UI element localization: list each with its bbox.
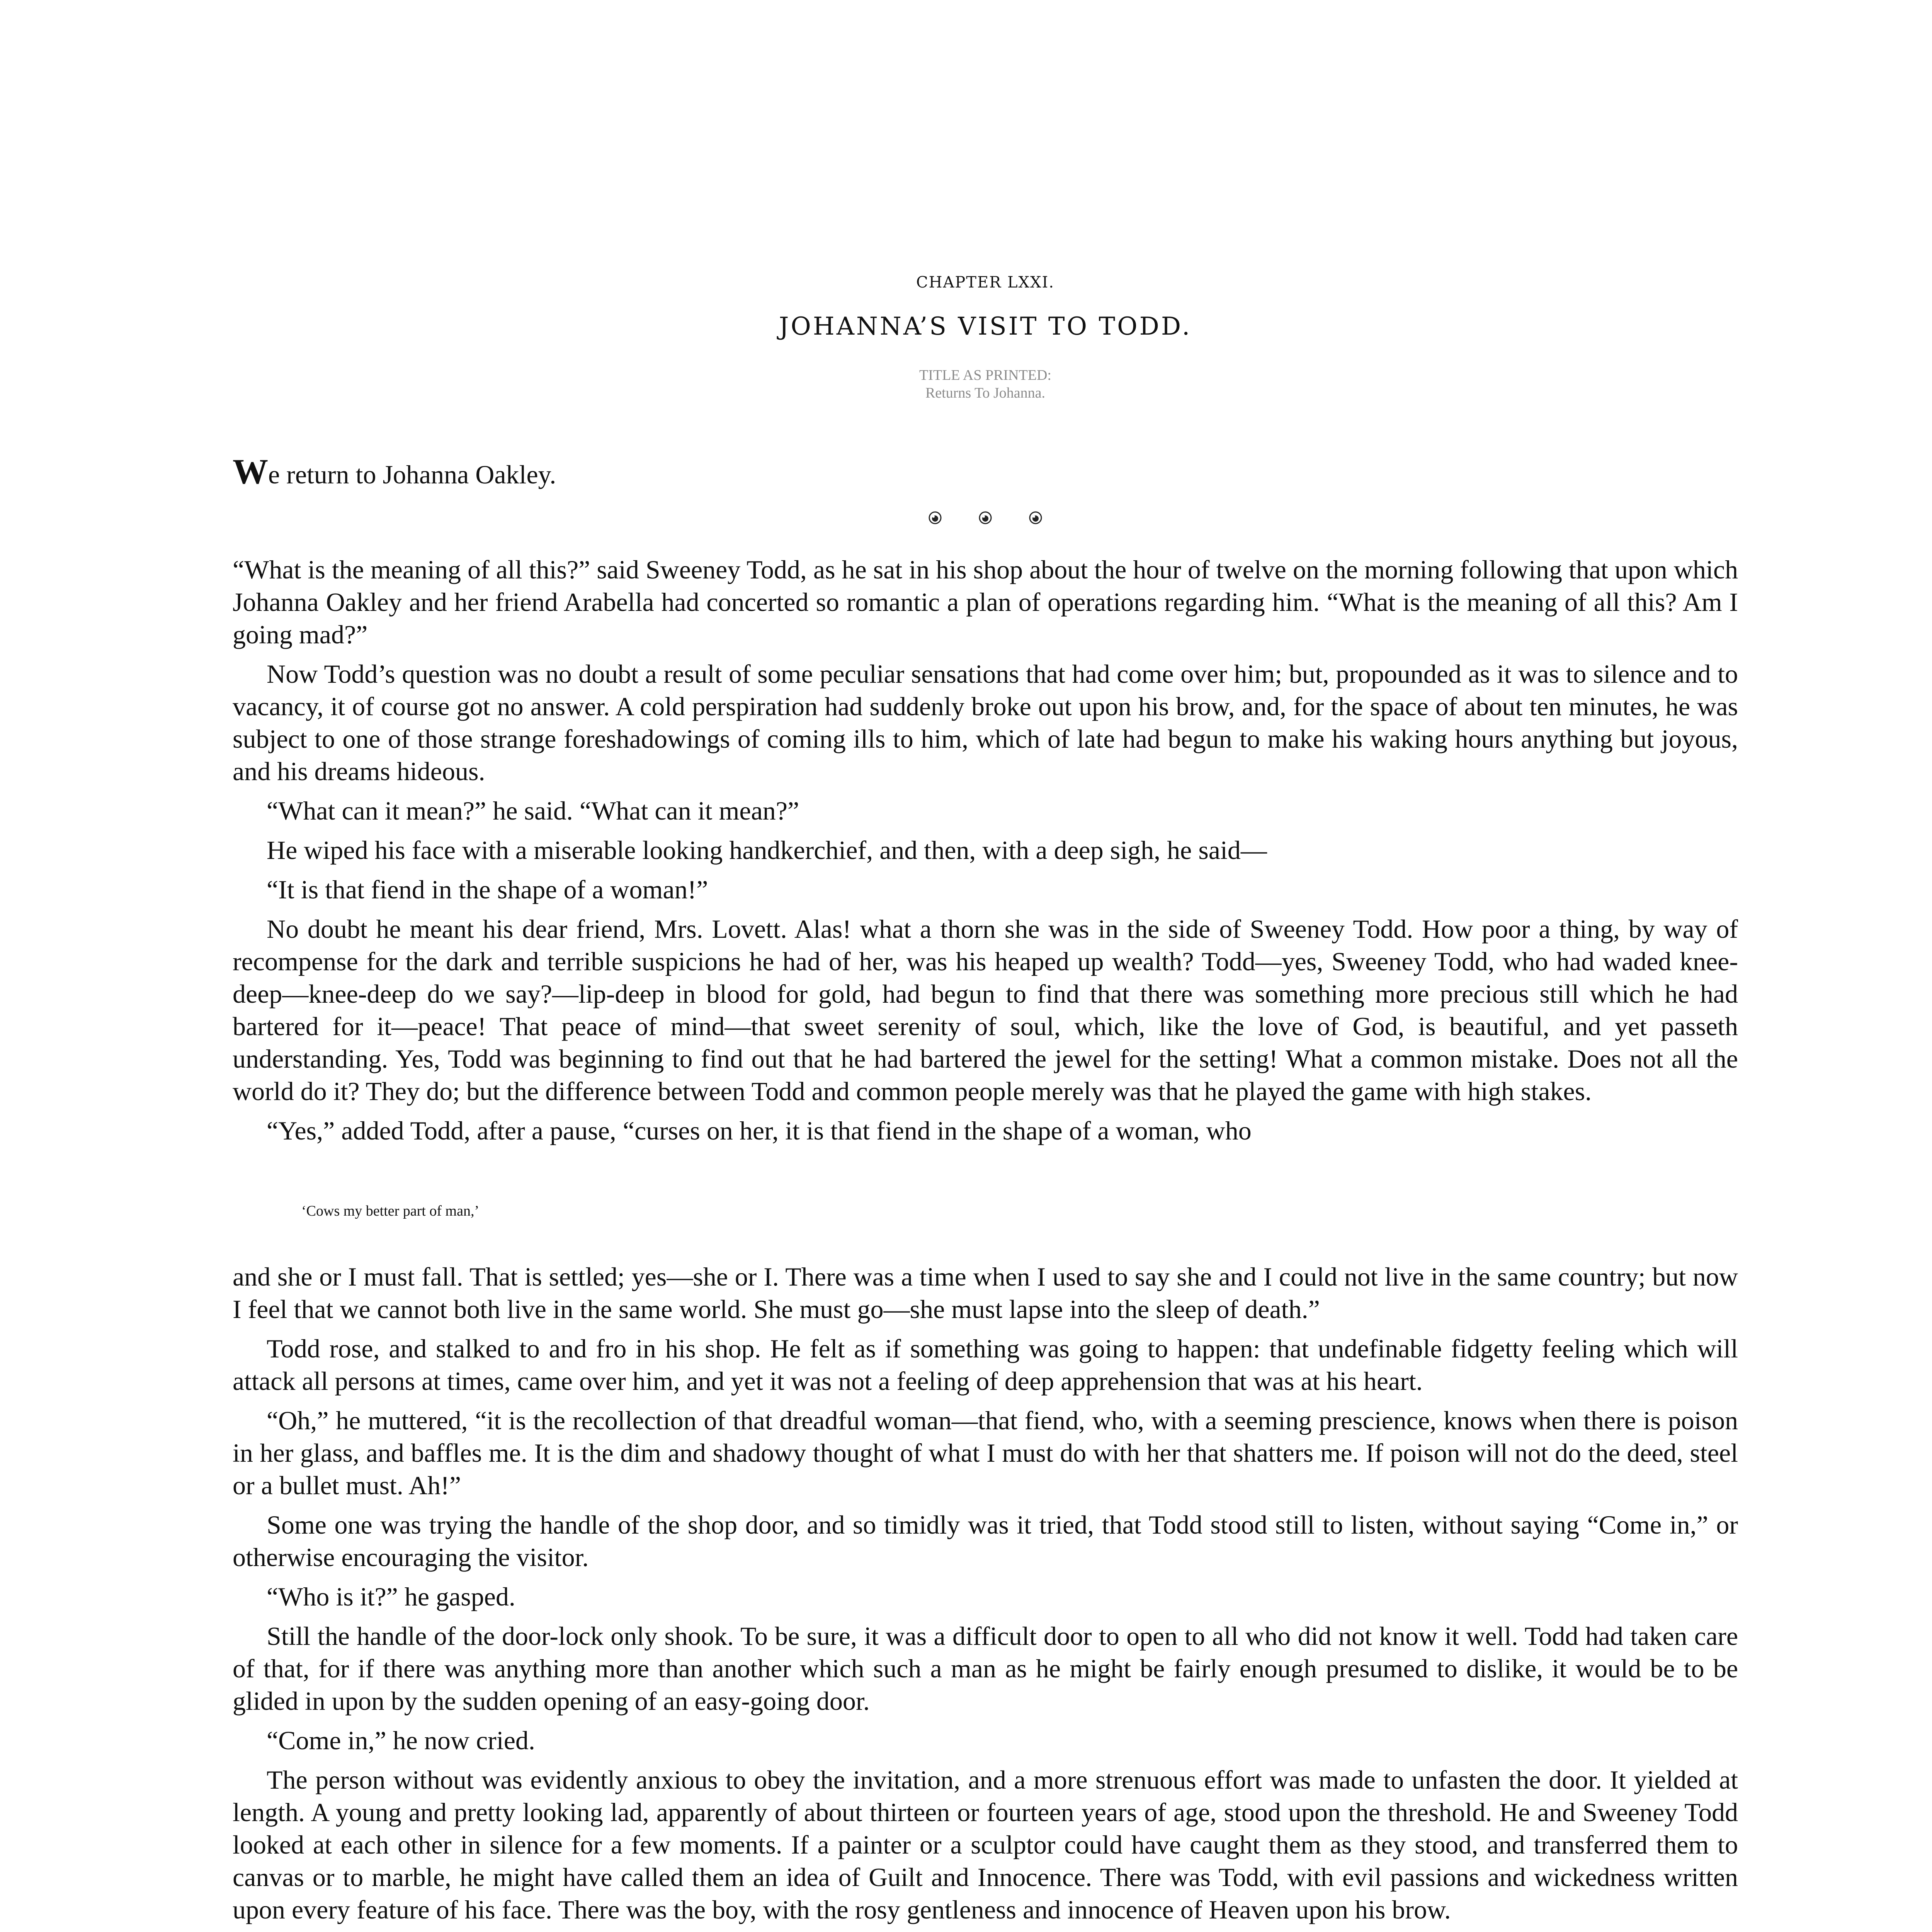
paragraph: “What can it mean?” he said. “What can it mean?” — [267, 796, 799, 825]
printed-title-note — [0, 366, 1932, 402]
ornament-icon — [978, 510, 993, 526]
continuation-paragraph: and she or I must fall. That is settled; yes—she or I. There was a time when I used to say she and I could not live in the same country; but now I feel that we cannot both live in the same world. She must go—she must lapse into the sleep of death.” — [233, 1262, 1738, 1324]
paragraph: Some one was trying the handle of the shop door, and so timidly was it tried, that Todd stood still to listen, without saying “Come in,” or otherwise encouraging the visitor. — [233, 1510, 1738, 1572]
paragraph: “Oh,” he muttered, “it is the recollection of that dreadful woman—that fiend, who, with a seeming prescience, knows when there is poison in her glass, and baffles me. It is the dim and shadowy thought of what I must do with her that shatters me. If poison will not do the deed, steel or a bullet must. Ah!” — [233, 1406, 1738, 1500]
paragraph: Still the handle of the door-lock only shook. To be sure, it was a difficult door to open to all who did not know it well. Todd had taken care of that, for if there was anything more than another which such a man as he might be fairly enough presumed to dislike, it would be to be glided in upon by the sudden opening of an easy-going door. — [233, 1621, 1738, 1716]
chapter-title: JOHANNA’S VISIT TO TODD. — [779, 312, 1192, 341]
paragraph: “Yes,” added Todd, after a pause, “curses on her, it is that fiend in the shape of a woman, who — [267, 1116, 1252, 1145]
intro-block — [233, 452, 1738, 498]
printed-title-label: TITLE AS PRINTED: — [919, 367, 1051, 383]
block-quote: ‘Cows my better part of man,’ — [301, 1203, 480, 1219]
ornament-icon — [927, 510, 943, 526]
paragraph: The person without was evidently anxious to obey the invitation, and a more strenuous effort was made to unfasten the door. It yielded at length. A young and pretty looking lad, apparently of about thirteen or fourteen years of age, stood upon the threshold. He and Sweeney Todd looked at each other in silence for a few moments. If a painter or a sculptor could have caught them as they stood, and transferred them to canvas or to marble, he might have called them an idea of Guilt and Innocence. There was Todd, with evil passions and wickedness written upon every feature of his face. There was the boy, with the rosy gentleness and innocence of Heaven upon his brow. — [233, 1765, 1738, 1924]
section-break — [0, 506, 1932, 529]
intro-text: e return to Johanna Oakley. — [268, 460, 556, 489]
paragraph: He wiped his face with a miserable looking handkerchief, and then, with a deep sigh, he said— — [267, 835, 1267, 865]
paragraph: Now Todd’s question was no doubt a result of some peculiar sensations that had come over him; but, propounded as it was to silence and to vacancy, it of course got no answer. A cold perspiration had suddenly broke out upon his brow, and, for the space of about ten minutes, he was subject to one of those strange foreshadowings of coming ills to him, which of late had begun to make his waking hours anything but joyous, and his dreams hideous. — [233, 659, 1738, 786]
paragraph: Todd rose, and stalked to and fro in his shop. He felt as if something was going to happen: that undefinable fidgetty feeling which will attack all persons at times, came over him, and yet it was not a feeling of deep apprehension that was at his heart. — [233, 1334, 1738, 1396]
paragraph: No doubt he meant his dear friend, Mrs. Lovett. Alas! what a thorn she was in the side of Sweeney Todd. How poor a thing, by way of recompense for the dark and terrible suspicions he had of her, was his heaped up wealth? Todd—yes, Sweeney Todd, who had waded knee-deep—knee-deep do we say?—lip-deep in blood for gold, had begun to find that there was something more precious still which he had bartered for it—peace! That peace of mind—that sweet serenity of soul, which, like the love of God, is beautiful, and yet passeth understanding. Yes, Todd was beginning to find out that he had bartered the jewel for the setting! What a common mistake. Does not all the world do it? They do; but the difference between Todd and common people merely was that he played the game with high stakes. — [233, 914, 1738, 1106]
paragraph: “Who is it?” he gasped. — [267, 1582, 515, 1611]
intro-paragraph — [233, 452, 1738, 491]
text-block-a — [233, 553, 1738, 1154]
ornament-icon — [1028, 510, 1043, 526]
drop-cap: W — [233, 452, 268, 491]
text-block-b — [233, 1260, 1738, 1932]
chapter-number: CHAPTER LXXI. — [916, 274, 1055, 291]
paragraph: “What is the meaning of all this?” said Sweeney Todd, as he sat in his shop about the hour of twelve on the morning following that upon which Johanna Oakley and her friend Arabella had concerted so romantic a plan of operations regarding him. “What is the meaning of all this? Am I going mad?” — [233, 555, 1738, 649]
printed-title-value: Returns To Johanna. — [925, 385, 1046, 401]
paragraph: “Come in,” he now cried. — [267, 1726, 535, 1755]
paragraph: “It is that fiend in the shape of a woman!” — [267, 875, 708, 904]
